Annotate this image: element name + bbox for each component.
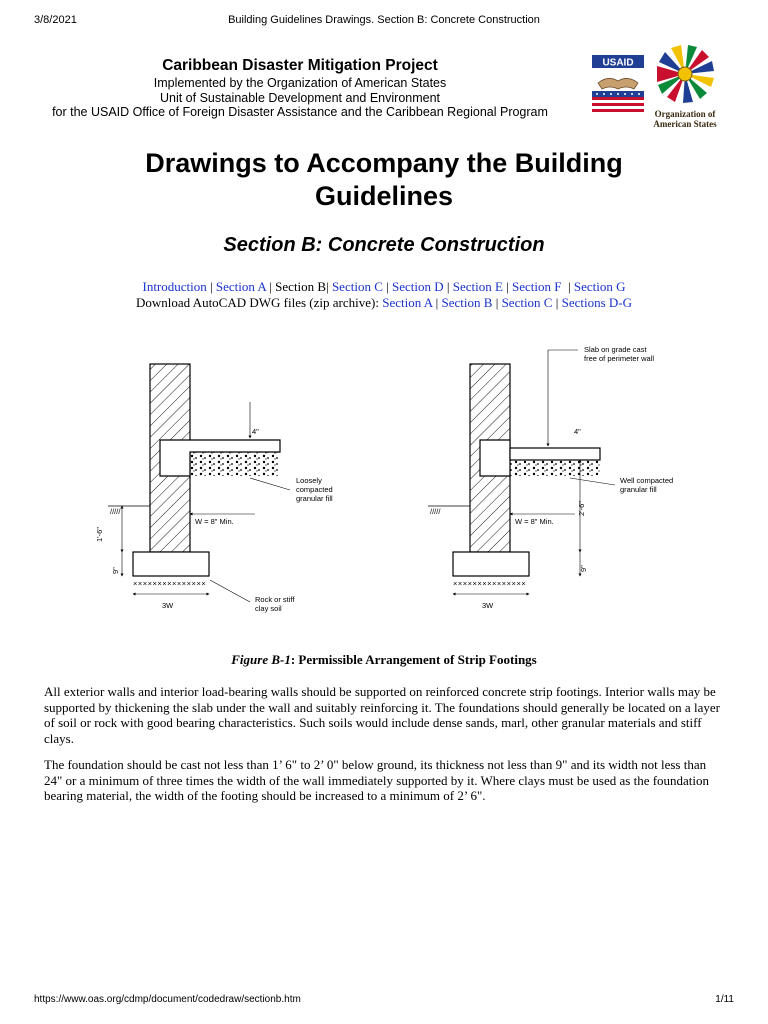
page-title xyxy=(84,147,684,213)
left-footing xyxy=(133,552,209,576)
print-page-number: 1/11 xyxy=(715,994,734,1005)
left-dim-depth: 1'-6" xyxy=(95,527,104,542)
print-date: 3/8/2021 xyxy=(34,14,77,26)
figure-label: Figure B-1 xyxy=(231,652,291,667)
section-links: Introduction | Section A | Section B| Section C | Section D | Section E | Section F | Section G xyxy=(142,279,626,294)
right-granular-fill xyxy=(510,460,600,476)
left-fill-label-3: granular fill xyxy=(296,494,333,503)
oas-logo[interactable] xyxy=(652,44,718,132)
page-title-line-1: Drawings to Accompany the Building xyxy=(145,148,623,178)
body-paragraph-1: All exterior walls and interior load-bearing walls should be supported on reinforced concrete strip footings. Interior walls may be supported by thickening the slab under the wall and suitably reinforcing it. The foundations should generally be located on a layer of soil or rock with good bearing characteristics. Such soils would include dense sands, marl, other granular materials and stiff clays. xyxy=(44,684,720,746)
left-dim-slab: 4" xyxy=(252,427,259,436)
nav-link-section-d[interactable]: Section D xyxy=(391,279,444,294)
left-soil-label-2: clay soil xyxy=(255,604,282,613)
page-title-line-2: Guidelines xyxy=(314,181,454,211)
nav-link-introduction[interactable]: Introduction xyxy=(142,279,207,294)
org-header xyxy=(50,56,550,120)
right-wall-width: W = 8" Min. xyxy=(515,517,554,526)
download-link-section-b[interactable]: Section B xyxy=(441,295,493,310)
download-links: Download AutoCAD DWG files (zip archive): Section A | Section B | Section C | Sections D-G xyxy=(135,295,633,310)
nav-link-section-f[interactable]: Section F xyxy=(512,279,562,294)
org-line-2: Unit of Sustainable Development and Environment xyxy=(159,90,441,105)
left-wall-width: W = 8" Min. xyxy=(195,517,234,526)
download-link-sections-d-g[interactable]: Sections D-G xyxy=(561,295,633,310)
left-soil-label-1: Rock or stiff xyxy=(255,595,295,604)
nav-link-section-g[interactable]: Section G xyxy=(573,279,626,294)
right-dim-footing: 9" xyxy=(579,565,588,572)
figure-caption xyxy=(0,652,768,668)
left-fill-label-2: compacted xyxy=(296,485,333,494)
figure-caption-text: : Permissible Arrangement of Strip Footings xyxy=(290,652,537,667)
usaid-logo[interactable] xyxy=(590,53,646,115)
right-slab xyxy=(510,448,600,460)
svg-text:×××××××××××××××: ××××××××××××××× xyxy=(453,579,527,588)
left-fill-label-1: Loosely xyxy=(296,476,322,485)
right-slab-label-2: free of perimeter wall xyxy=(584,354,655,363)
nav-link-section-c[interactable]: Section C xyxy=(331,279,383,294)
org-line-1: Implemented by the Organization of American States xyxy=(153,76,447,90)
oas-logo-caption-2: American States xyxy=(653,119,717,129)
print-page-title: Building Guidelines Drawings. Section B: Concrete Construction xyxy=(228,14,540,26)
download-label: Download AutoCAD DWG files (zip archive): xyxy=(135,295,379,310)
right-footing xyxy=(453,552,529,576)
nav-current-section-b: Section B xyxy=(275,279,327,294)
right-footing-detail xyxy=(428,345,673,610)
nav-link-section-a[interactable]: Section A xyxy=(215,279,267,294)
left-footing-detail xyxy=(95,364,333,613)
oas-logo-caption-1: Organization of xyxy=(654,109,716,119)
print-url: https://www.oas.org/cdmp/document/codedraw/sectionb.htm xyxy=(34,994,301,1005)
left-granular-fill xyxy=(190,452,280,476)
right-footing-width: 3W xyxy=(482,601,494,610)
right-slab-label-1: Slab on grade cast xyxy=(584,345,647,354)
org-name: Caribbean Disaster Mitigation Project xyxy=(162,57,438,74)
svg-text:×××××××××××××××: ××××××××××××××× xyxy=(133,579,207,588)
nav-link-section-e[interactable]: Section E xyxy=(452,279,503,294)
strip-footing-drawing xyxy=(95,340,700,630)
figure-drawing xyxy=(95,340,700,630)
download-link-section-c[interactable]: Section C xyxy=(501,295,553,310)
section-nav xyxy=(0,279,768,311)
download-link-section-a[interactable]: Section A xyxy=(382,295,433,310)
usaid-logo-text: USAID xyxy=(602,57,634,69)
org-line-3: for the USAID Office of Foreign Disaster Assistance and the Caribbean Regional Program xyxy=(52,105,548,119)
right-dim-slab: 4" xyxy=(574,427,581,436)
left-footing-width: 3W xyxy=(162,601,174,610)
right-dim-depth: 2'-6" xyxy=(577,501,586,516)
svg-text://///: ///// xyxy=(430,507,441,516)
section-title: Section B: Concrete Construction xyxy=(223,234,545,256)
right-fill-label-1: Well compacted xyxy=(620,476,674,485)
right-fill-label-2: granular fill xyxy=(620,485,657,494)
left-dim-footing: 9" xyxy=(111,567,120,574)
svg-text://///: ///// xyxy=(110,507,121,516)
body-paragraph-2: The foundation should be cast not less than 1’ 6" to 2’ 0" below ground, its thickness not less than 9" and its width not less than 24" or a minimum of three times the width of the wall immediately supported by it. Where clays must be used as the foundation bearing material, the width of the footing should be increased to a minimum of 2’ 6". xyxy=(44,757,710,803)
